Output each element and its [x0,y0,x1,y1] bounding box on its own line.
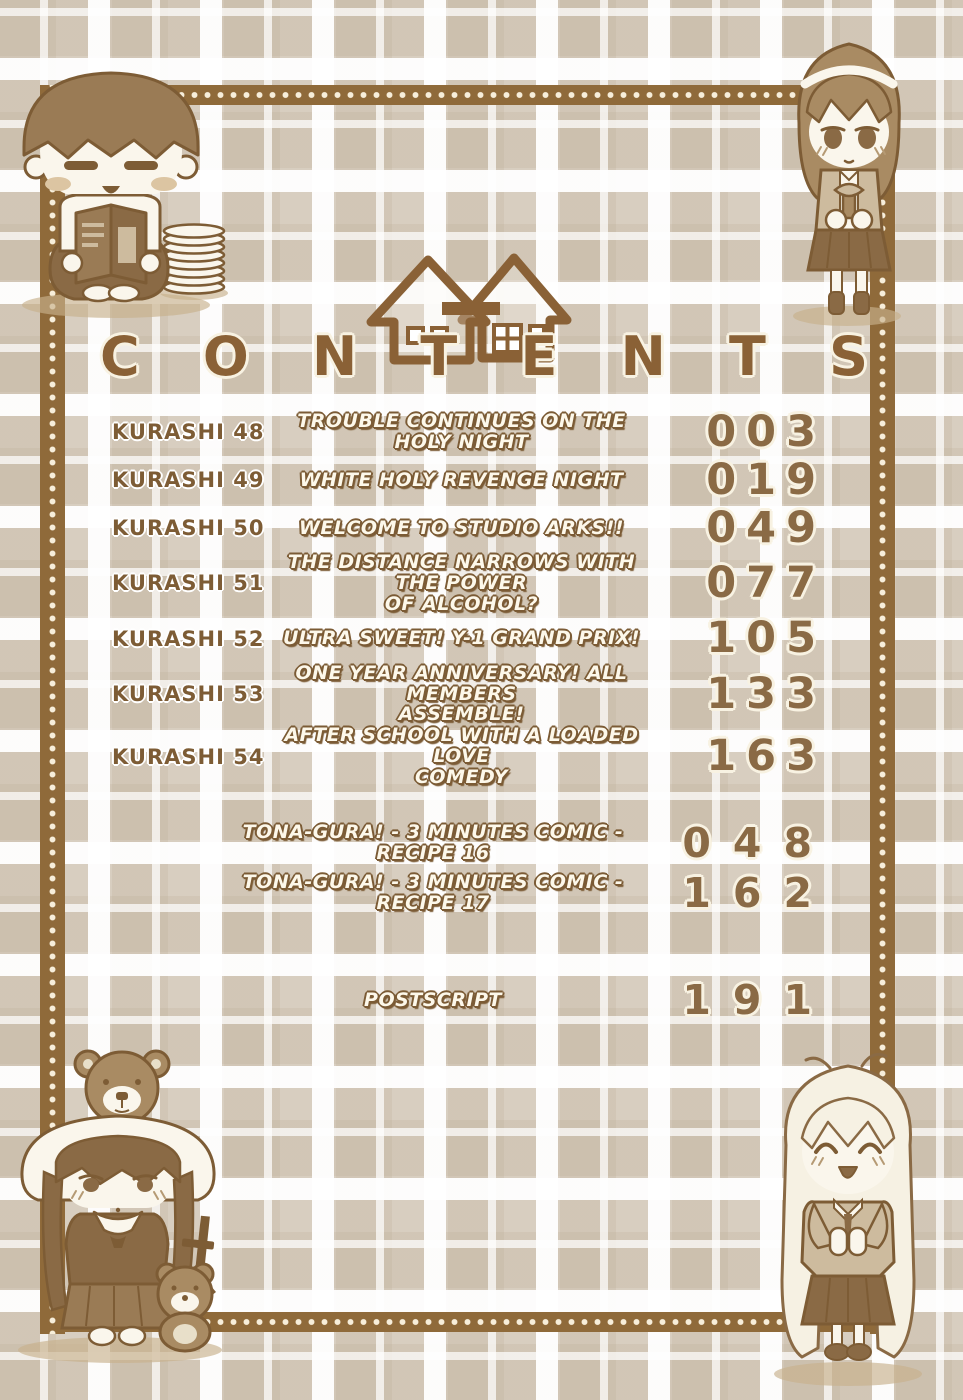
toc-row [112,725,834,788]
chapter-title-line1: ULTRA SWEET! Y-1 GRAND PRIX! [283,627,640,650]
chibi-girl-headband-illustration [783,28,917,328]
chapter-title-line1: TONA-GURA! - 3 MINUTES COMIC - RECIPE 16 [242,821,624,865]
chapter-title-line1: ONE YEAR ANNIVERSARY! ALL MEMBERS [295,661,628,705]
contents-title-letter: O [202,325,249,388]
contents-title-letter: T [420,325,458,388]
chapter-title [272,411,651,453]
page-number: 163 [706,731,826,782]
chapter-label: KURASHI 54 [112,744,265,769]
chapter-title [272,518,651,539]
contents-title-letter: C [100,325,140,388]
chapter-title-line2: COMEDY [414,766,509,789]
chibi-boy-reading-illustration [8,55,236,323]
chapter-title [272,628,651,649]
page-number: 049 [706,502,826,553]
toc-row [112,976,834,1024]
contents-title-letter: E [520,325,558,388]
chapter-title [272,663,651,726]
chibi-girl-bonnet-teddy-illustration [2,1040,234,1368]
page-number: 191 [682,975,834,1024]
chapter-title-line1: POSTSCRIPT [364,988,502,1011]
chapter-title-line1: TROUBLE CONTINUES ON THE HOLY NIGHT [297,410,626,453]
chapter-label: KURASHI 50 [112,516,265,540]
chapter-title [272,470,651,491]
contents-title-letter: N [620,325,666,388]
chapter-title [207,822,659,864]
toc-row [112,818,834,868]
chapter-label: KURASHI 52 [112,626,265,651]
toc-row [112,868,834,918]
chapter-title-line2: OF ALCOHOL? [384,592,539,615]
toc-row [112,456,834,504]
toc-row [112,663,834,726]
page-number: 077 [706,557,826,608]
chapter-title-line1: AFTER SCHOOL WITH A LOADED LOVE [284,724,639,768]
toc-row [112,552,834,615]
page-number: 048 [682,818,834,867]
page-number: 133 [706,668,826,719]
contents-title-letter: T [729,325,766,388]
page-number: 003 [706,406,826,457]
chapter-label: KURASHI 49 [112,468,265,492]
chapter-title-line1: WHITE HOLY REVENGE NIGHT [299,468,624,491]
page-number: 162 [682,868,834,917]
chapter-title [207,990,659,1011]
chibi-girl-clasped-hands-illustration [760,1050,932,1390]
toc-row [112,504,834,552]
chapter-title [272,552,651,615]
chapter-title [207,872,659,914]
chapter-title-line1: THE DISTANCE NARROWS WITH THE POWER [287,551,636,594]
chapter-label: KURASHI 51 [112,571,265,596]
contents-title-letter: S [829,325,868,388]
chapter-label: KURASHI 53 [112,682,265,706]
chapter-title-line1: WELCOME TO STUDIO ARKS!! [298,516,625,539]
chapter-title [272,725,651,788]
contents-title-letter: N [311,325,358,388]
contents-title [100,326,868,388]
table-of-contents [112,408,834,1024]
chapter-label: KURASHI 48 [112,420,265,444]
toc-row [112,408,834,456]
page-number: 019 [706,454,826,505]
chapter-title-line2: ASSEMBLE! [398,703,525,726]
toc-row [112,615,834,663]
chapter-title-line1: TONA-GURA! - 3 MINUTES COMIC - RECIPE 17 [242,871,624,915]
page-number: 105 [706,613,826,664]
